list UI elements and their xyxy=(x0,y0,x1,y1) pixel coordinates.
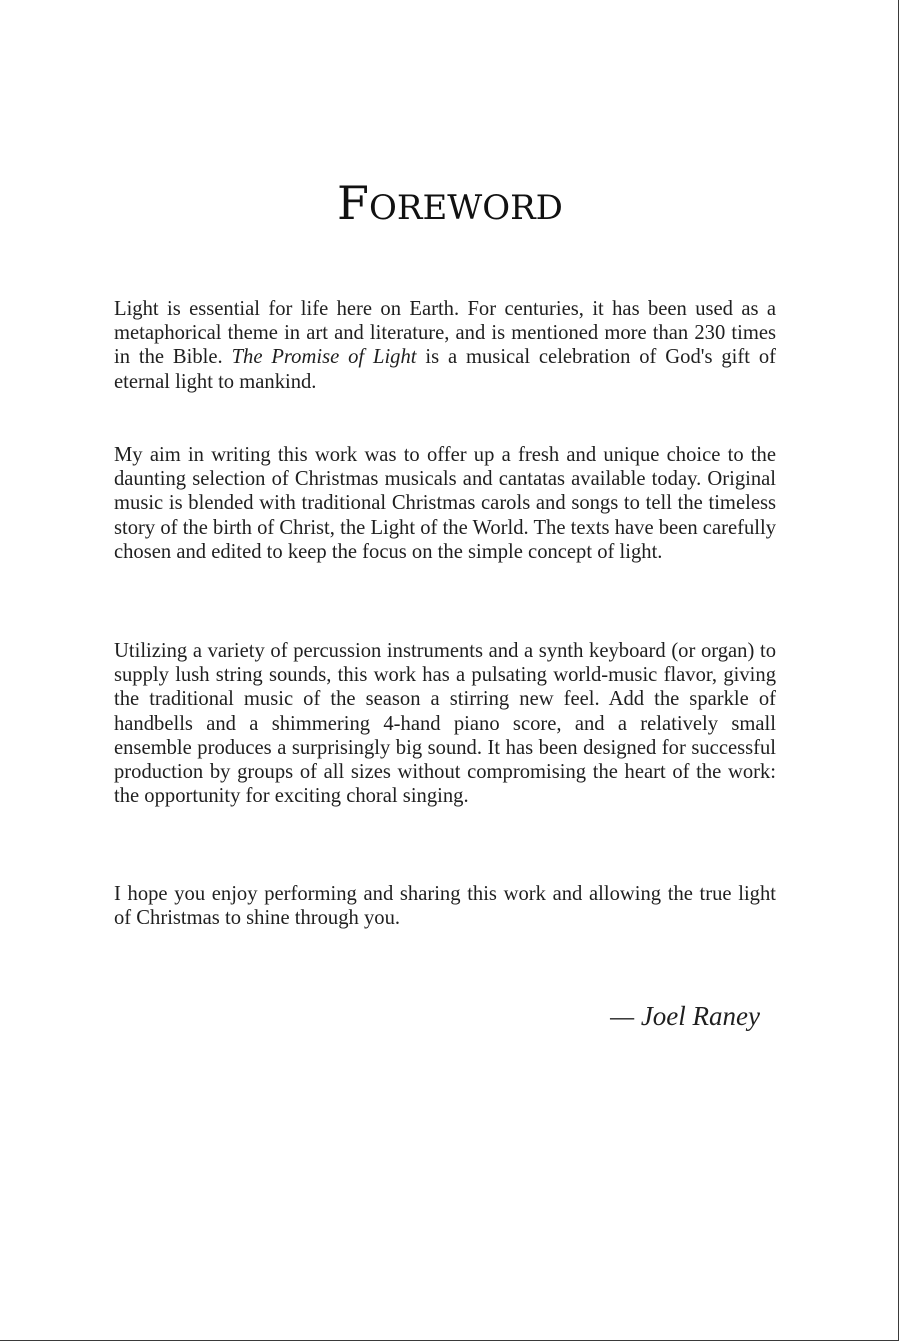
foreword-paragraph-2: My aim in writing this work was to offer up a fresh and unique choice to the daunting selection of Christmas musicals and cantatas available today. Original music is blended with traditional Christmas carols and songs to tell the timeless story of the birth of Christ, the Light of the World. The texts have been carefully chosen and edited to keep the focus on the simple concept of light. xyxy=(114,444,776,563)
foreword-paragraph-3: Utilizing a variety of percussion instruments and a synth keyboard (or organ) to supply lush string sounds, this work has a pulsating world-music flavor, giving the traditional music of the season a stirring new feel. Add the sparkle of handbells and a shimmering 4-hand piano score, and a relatively small ensemble produces a surprisingly big sound. It has been designed for successful production by groups of all sizes without compromising the heart of the work: the opportunity for exciting choral singing. xyxy=(114,640,776,808)
page-title-initial: F xyxy=(337,176,369,231)
foreword-paragraph-1 xyxy=(114,297,776,394)
paragraph-1-intro: Light is essential for life here on Earth. For centuries, it has been used as a metaphorical theme in art and literature, and is mentioned more than 230 times in the Bible. xyxy=(114,298,776,369)
work-title: The Promise of Light xyxy=(231,346,417,369)
paragraph-1-outro: is a musical celebration of God's gift of eternal light to mankind. xyxy=(114,346,776,393)
foreword-paragraph-4: I hope you enjoy performing and sharing this work and allowing the true light of Christmas to shine through you. xyxy=(114,883,776,930)
page-title-rest: OREWORD xyxy=(368,188,563,229)
author-signature: — Joel Raney xyxy=(610,1001,760,1031)
page-title xyxy=(0,175,900,236)
